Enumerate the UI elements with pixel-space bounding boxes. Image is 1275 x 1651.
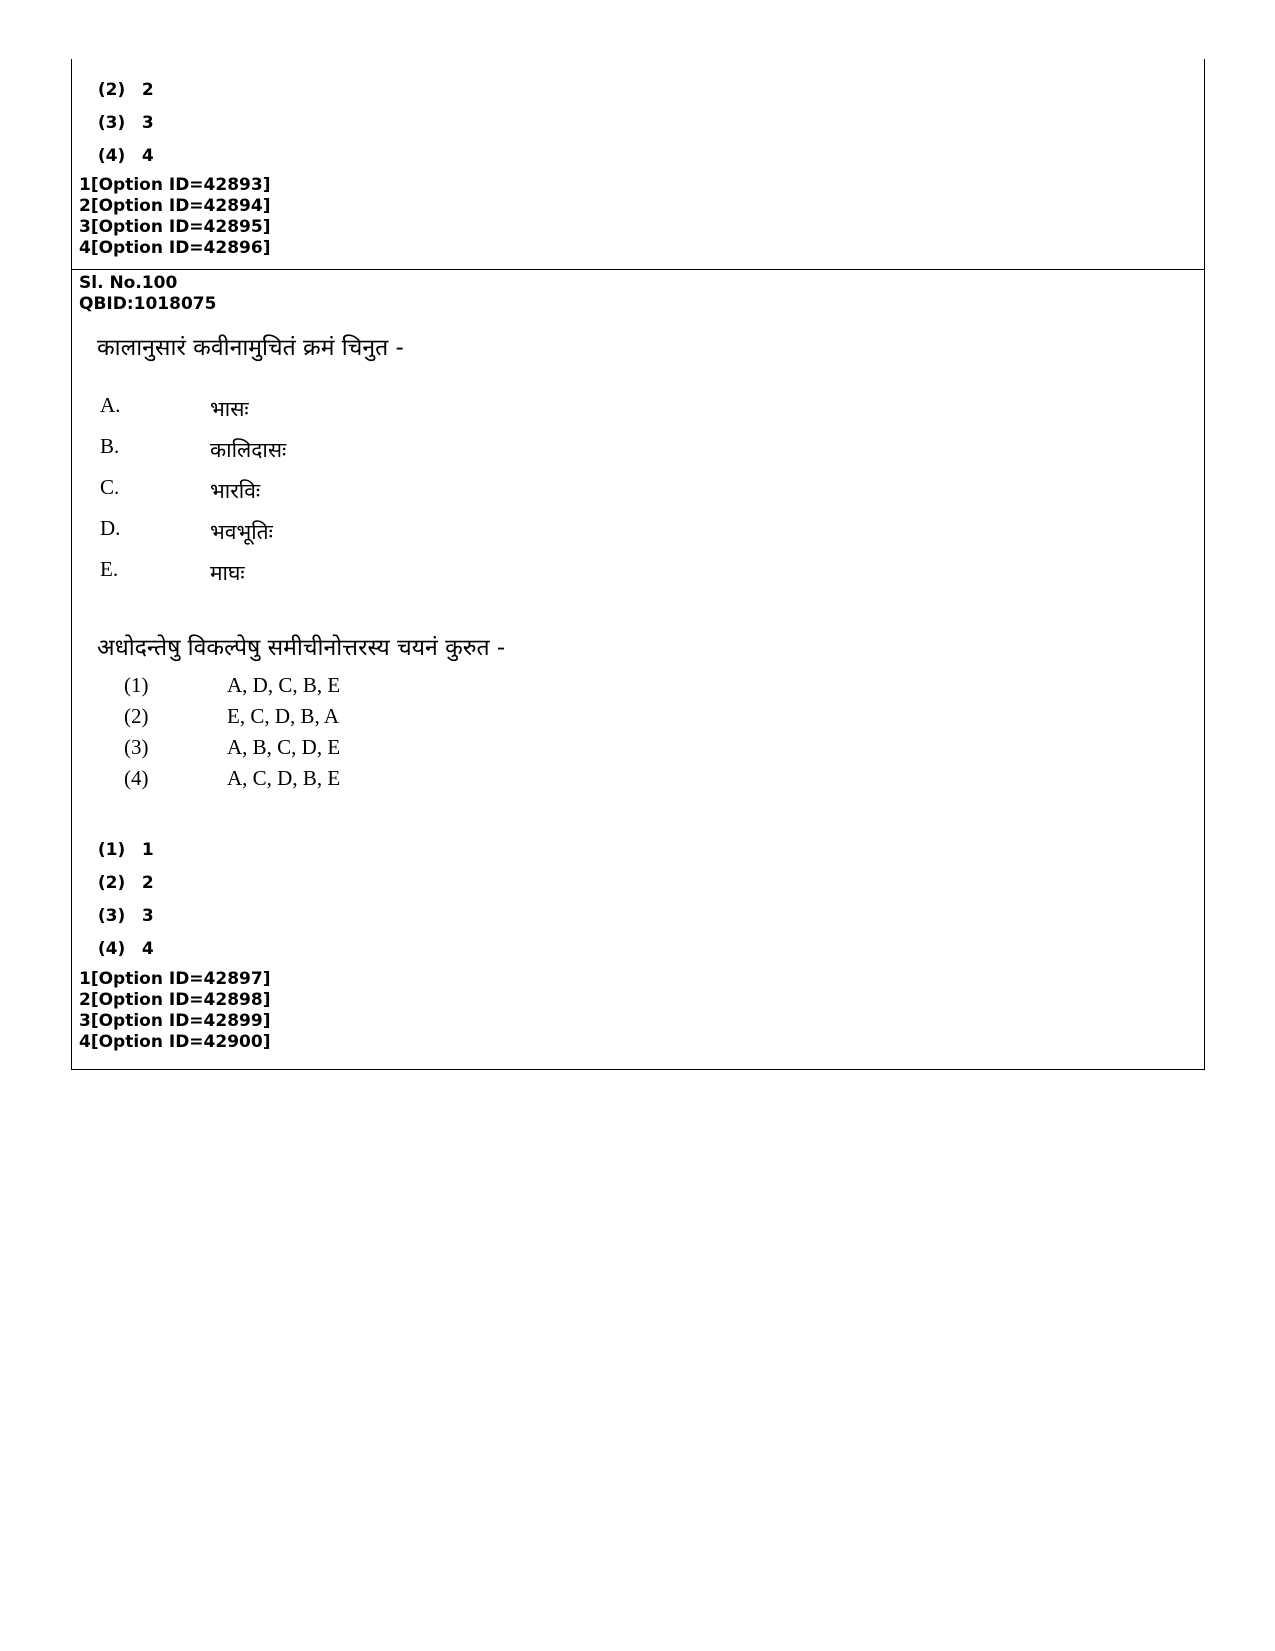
qbid: QBID:1018075 <box>79 294 217 314</box>
prev-option-id-3: 3[Option ID=42895] <box>79 217 271 237</box>
answer-number: (2) <box>97 873 126 893</box>
choice-value: E, C, D, B, A <box>227 704 340 728</box>
prev-option-id-4: 4[Option ID=42896] <box>79 238 271 258</box>
instruction-text: अधोदन्तेषु विकल्पेषु समीचीनोत्तरस्य चयनं कुरुत - <box>97 635 506 661</box>
prev-answer-number: (2) <box>97 80 126 100</box>
prev-option-id-2: 2[Option ID=42894] <box>79 196 271 216</box>
item-letter: B. <box>100 434 120 458</box>
item-name: भारविः <box>210 479 261 503</box>
question-text: कालानुसारं कवीनामुचितं क्रमं चिनुत - <box>97 335 404 361</box>
answer-value: 1 <box>141 840 154 860</box>
choice-number: (4) <box>124 766 149 790</box>
prev-answer-value: 2 <box>141 80 154 100</box>
choice-number: (1) <box>124 673 149 697</box>
prev-option-id-1: 1[Option ID=42893] <box>79 175 271 195</box>
choice-value: A, C, D, B, E <box>227 766 341 790</box>
item-name: भासः <box>210 397 249 421</box>
option-id-1: 1[Option ID=42897] <box>79 969 271 989</box>
item-name: भवभूतिः <box>210 520 273 544</box>
item-name: कालिदासः <box>210 438 287 462</box>
choice-number: (2) <box>124 704 149 728</box>
choice-number: (3) <box>124 735 149 759</box>
question-100-box <box>71 270 1205 1070</box>
item-name: माघः <box>210 561 245 585</box>
prev-answer-option <box>86 126 154 166</box>
option-id-3: 3[Option ID=42899] <box>79 1011 271 1031</box>
answer-number: (1) <box>97 840 126 860</box>
item-letter: C. <box>100 475 120 499</box>
answer-option <box>86 919 154 959</box>
item-letter: E. <box>100 557 119 581</box>
prev-answer-value: 4 <box>141 146 154 166</box>
prev-answer-number: (4) <box>97 146 126 166</box>
answer-number: (4) <box>97 939 126 959</box>
choice-value: A, D, C, B, E <box>227 673 341 697</box>
choice-value: A, B, C, D, E <box>227 735 341 759</box>
prev-answer-number: (3) <box>97 113 126 133</box>
answer-value: 3 <box>141 906 154 926</box>
answer-number: (3) <box>97 906 126 926</box>
serial-number: Sl. No.100 <box>79 273 178 293</box>
prev-answer-value: 3 <box>141 113 154 133</box>
option-id-2: 2[Option ID=42898] <box>79 990 271 1010</box>
item-letter: D. <box>100 516 121 540</box>
answer-value: 4 <box>141 939 154 959</box>
option-id-4: 4[Option ID=42900] <box>79 1032 271 1052</box>
item-letter: A. <box>100 393 121 417</box>
answer-value: 2 <box>141 873 154 893</box>
